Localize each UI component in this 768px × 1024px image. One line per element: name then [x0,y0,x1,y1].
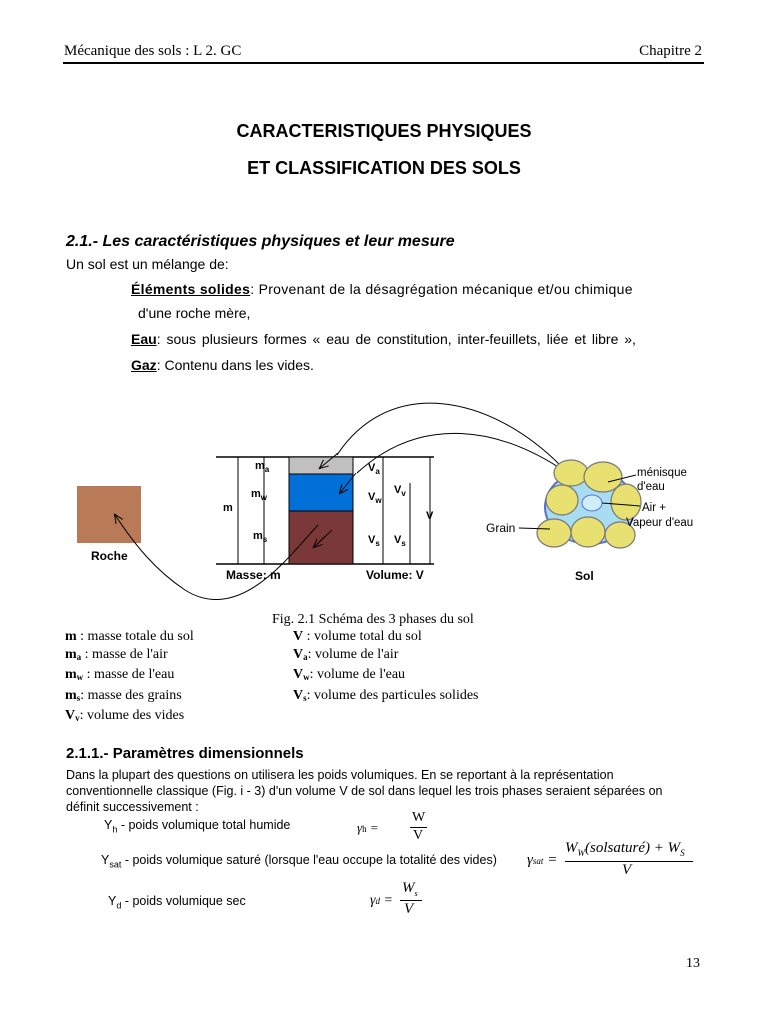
text-solides: : Provenant de la désagrégation mécanique et/ou chimique [250,281,633,297]
legend-item [293,628,479,646]
legend-symbol: V [293,667,304,682]
legend-masses [65,628,194,728]
legend-volumes [293,628,479,707]
fraction-numerator [402,880,418,898]
legend-text: : volume des particules solides [306,687,479,703]
legend-symbol: V [293,629,304,644]
formula-gamma-sat [527,838,697,882]
term-solides: Éléments solides [131,281,251,297]
volume-voids-symbol: V [394,484,402,496]
formula-subscript: h [112,824,118,835]
formula-gamma-sat-lhs: γsat = [527,852,558,868]
gamma-subscript: d [375,896,381,906]
numerator-subscript: s [414,889,418,898]
volume-voids-label [394,484,406,498]
legend-item [65,646,194,667]
grain-6 [571,517,605,547]
legend-text: : volume de l'air [307,646,399,662]
page-title-line-1: CARACTERISTIQUES PHYSIQUES [236,121,532,141]
volume-air-subscript: a [375,467,380,476]
formula-gamma-d [370,880,450,922]
volume-water-symbol: V [368,491,376,503]
legend-text: : volume de l'eau [309,667,406,682]
text-eau: : sous plusieurs formes « eau de constitution, inter-feuillets, liée et libre », [156,331,636,347]
numerator-W: W [402,880,415,896]
formula-symbol: Y [108,894,117,908]
legend-text: : volume des vides [79,708,185,723]
section-paragraph: Dans la plupart des questions on utilisera les poids volumiques. En se reportant à la représentation conventionnelle classique (Fig. i - 3) d'un volume V de sol dans lequel les trois phases seraient séparées on définit successivement : [66,768,663,814]
sol-label: Sol [575,569,594,583]
formula-subscript: d [116,900,122,911]
curve-sol-to-water [357,433,570,475]
legend-symbol: V [65,708,76,723]
gamma-symbol: γ [370,893,376,908]
grain-5 [537,519,571,547]
formula-row-sature [101,853,497,870]
fraction-numerator [565,840,685,858]
volume-solid-symbol-2: V [394,534,402,546]
mass-air-symbol: m [255,460,265,472]
formula-subscript: sat [109,859,122,870]
legend-item [293,646,479,667]
numerator-S-subscript: S [680,848,685,858]
mass-water-subscript: w [260,493,268,502]
volume-water-subscript: w [375,496,382,505]
mass-solid-subscript: s [262,535,268,544]
volume-label: Volume: V [366,568,424,582]
legend-text: : masse de l'air [81,646,168,662]
mass-water-symbol: m [251,488,261,500]
header-chapter: Chapitre 2 [639,43,702,59]
legend-subscript: v [75,713,80,723]
legend-subscript: a [303,651,308,662]
legend-item [65,628,194,646]
section-heading-2-1: 2.1.- Les caractéristiques physiques et leur mesure [66,233,455,250]
list-item-solides-continued: d'une roche mère, [138,305,251,321]
legend-text: : masse des grains [80,687,182,703]
gamma-symbol: γ [357,820,363,835]
numerator-W: W [565,840,578,856]
legend-subscript: w [303,672,310,682]
air-phase [289,457,353,474]
formula-row-humide [104,818,290,835]
legend-text: : volume total du sol [303,629,422,644]
list-item-gaz [131,356,698,374]
air-label: Air + [642,502,666,514]
header-course-title: Mécanique des sols : L 2. GC [64,43,242,59]
volume-solid-subscript-2: s [401,539,406,548]
text-gaz: : Contenu dans les vides. [156,357,314,373]
gamma-subscript: h [362,824,367,834]
legend-subscript: s [303,692,307,703]
formula-description: - poids volumique total humide [117,818,291,832]
term-gaz: Gaz [131,357,157,373]
legend-item [65,687,194,708]
legend-item [65,707,194,728]
volume-solid-label-2 [394,534,406,548]
formula-gamma-h-lhs: γh = [357,820,379,835]
page-title-line-2: ET CLASSIFICATION DES SOLS [247,158,521,178]
mass-solid-label [253,530,268,544]
legend-subscript: s [76,692,81,703]
curve-sol-to-air [337,403,560,465]
numerator-W-subscript: W [577,848,585,858]
legend-subscript: a [76,651,82,662]
air-bubble [582,495,602,511]
mass-water-label [251,488,268,502]
fraction-denominator: V [622,862,632,878]
legend-item [65,666,194,687]
roche-block [77,486,141,543]
list-item-solides [131,280,698,298]
mass-total-label: m [223,502,233,514]
formula-description: - poids volumique sec [121,894,246,908]
roche-label: Roche [91,549,128,563]
section-heading-2-1-1: 2.1.1.- Paramètres dimensionnels [66,745,304,762]
legend-symbol: m [65,667,77,682]
volume-water-label [368,491,382,505]
fraction-denominator: V [413,828,424,843]
menisque-label-1: ménisque [637,467,687,479]
mass-air-label [255,460,270,474]
gamma-subscript: sat [532,856,544,866]
formula-symbol: Y [101,853,110,867]
intro-text: Un sol est un mélange de: [66,256,229,272]
grain-4 [546,485,578,515]
formula-description: - poids volumique saturé (lorsque l'eau occupe la totalité des vides) [121,853,497,867]
formula-symbol: Y [104,818,113,832]
volume-air-label [368,462,380,476]
volume-voids-subscript: v [401,489,406,498]
solid-phase [289,511,353,564]
mass-air-subscript: a [264,465,270,474]
mass-solid-symbol: m [253,530,263,542]
header-rule [63,62,704,64]
legend-text: : masse totale du sol [76,629,194,644]
volume-air-symbol: V [368,462,376,474]
grain-label: Grain [486,521,516,535]
numerator-rest: (solsaturé) + W [585,840,681,856]
legend-item [293,666,479,687]
list-item-eau [131,330,698,348]
curve-solid-to-roche [115,515,318,600]
menisque-label-2: d'eau [637,481,665,493]
fraction-numerator: W [412,810,426,825]
legend-symbol: m [65,646,77,662]
legend-text: : masse de l'eau [83,667,175,682]
water-phase [289,474,353,511]
volume-solid-label [368,534,380,548]
volume-total-label: V [426,510,434,522]
gamma-symbol: γ [527,852,533,868]
fraction-denominator: V [404,901,414,917]
legend-symbol: m [65,629,77,644]
masse-label: Masse: m [226,568,281,582]
grain-1 [554,460,588,486]
vapeur-label: Vapeur d'eau [626,517,694,529]
formula-gamma-h [357,812,437,842]
volume-solid-symbol: V [368,534,376,546]
legend-symbol: V [293,646,304,662]
formula-row-sec [108,894,246,911]
legend-subscript: w [76,672,84,682]
page-number: 13 [686,956,700,971]
term-eau: Eau [131,331,157,347]
three-phase-diagram [60,395,720,615]
formula-gamma-d-lhs: γd = [370,893,393,908]
legend-symbol: V [293,687,304,703]
legend-item [293,687,479,708]
legend-symbol: m [65,687,77,703]
soil-grain-cluster [537,460,641,548]
figure-caption: Fig. 2.1 Schéma des 3 phases du sol [272,612,474,627]
volume-solid-subscript: s [375,539,380,548]
